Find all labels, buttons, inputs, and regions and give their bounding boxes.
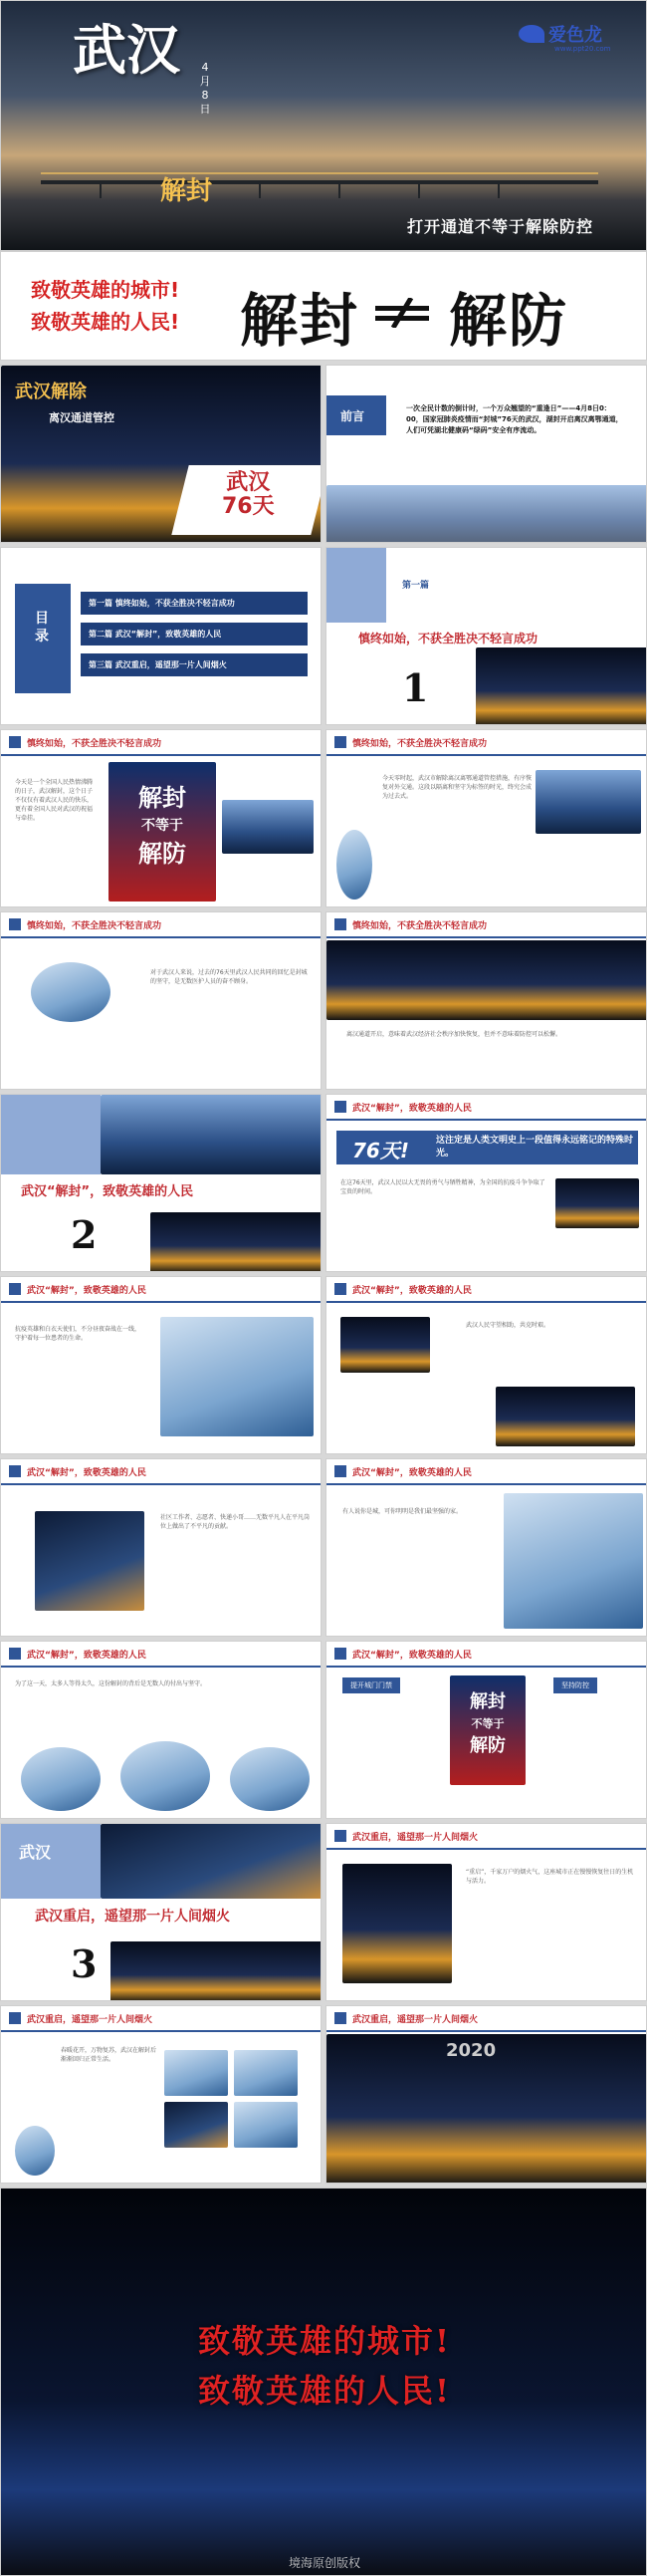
toc-item-2[interactable]: 第二篇 武汉“解封”，致敬英雄的人民 [81,623,308,645]
slide-header [326,1277,646,1303]
banner-slogan [31,274,179,338]
sky-photo [101,1095,322,1174]
banner-line2: 致敬英雄的人民! [31,310,180,334]
closing-line1: 致敬英雄的城市! [197,2322,452,2360]
toc-list [81,592,308,676]
side-photo [222,800,314,854]
side-photo [555,1178,639,1228]
slide-header [1,730,321,756]
days-counter [222,471,275,519]
slide-header [1,912,321,938]
section-title: 慎终如始，不获全胜决不轻言成功 [358,632,539,645]
header-title: 慎终如始，不获全胜决不轻言成功 [27,739,162,749]
toc-title: 目录 [35,611,49,644]
slide-7 [0,911,322,1090]
body-text: 今天零时起，武汉市解除离汉离鄂通道管控措施，有序恢复对外交通。这段以隔离和坚守为标签的时光，终究会成为过去式。 [382,775,533,800]
header-title: 武汉“解封”，致敬英雄的人民 [352,1286,472,1296]
hero-subtitle: 解封 [160,176,213,206]
slide-header [1,1459,321,1485]
photo-grid-4 [234,2102,298,2148]
header-title: 武汉“解封”，致敬英雄的人民 [352,1468,472,1478]
section-number: 2 [71,1212,98,1257]
left-tag: 提开城门门禁 [342,1677,400,1693]
body-text: 为了这一天，太多人等得太久，这份解封的背后是无数人的付出与坚守。 [15,1680,207,1687]
medical-staff-photo [160,1317,314,1436]
slide-header [326,2006,646,2032]
slide-5 [0,729,322,907]
slide-header [1,1277,321,1303]
poster-mid: 不等于 [471,1717,505,1730]
body-text: 抗疫英雄和白衣天使们，不分昼夜奋战在一线，守护着每一位患者的生命。 [15,1326,141,1342]
family-illustration [21,1747,101,1811]
header-title: 武汉“解封”，致敬英雄的人民 [27,1651,146,1661]
section-title: 武汉重启，遥望那一片人间烟火 [35,1909,230,1925]
body-text: 社区工作者、志愿者、快递小哥……无数平凡人在平凡岗位上做出了不平凡的贡献。 [160,1514,311,1530]
header-title: 武汉重启，遥望那一片人间烟火 [27,2015,153,2025]
poster-image [108,762,216,902]
slide-8 [325,911,647,1090]
preface-text: 一次全民计数的倒计时，一个万众翘望的“重逢日”——4月8日0：00，国家冠肺炎疫情而“封城”76天的武汉，湖封开启离汉离鄂通道，人们可凭湖北健康码“绿码”安全有序流动。 [406,404,623,434]
brand-logo [519,21,602,47]
slide-11 [0,1276,322,1454]
section-number: 1 [402,665,429,710]
slide-12 [325,1276,647,1454]
people-illustration [230,1747,310,1811]
skyline-image [326,485,647,543]
slide-header [326,1642,646,1668]
slide-header [326,1824,646,1850]
slide-6 [325,729,647,907]
slide-16 [325,1641,647,1819]
skyline-photo [536,770,641,834]
days-value: 76天! [352,1139,409,1162]
mask-person-image [336,830,372,900]
slide-header [326,912,646,938]
bridge-photo [110,1941,322,2001]
closing-slide [0,2188,647,2576]
banner-right-word: 解防 [449,287,569,355]
slide-17 [0,1823,322,2001]
slide-18 [325,1823,647,2001]
poster-image [450,1675,526,1785]
body-text: 武汉人民守望相助，共克时艰。 [466,1322,550,1329]
watermark: 境海原创版权 [288,2556,360,2570]
slide1-badge: 武汉解除 [15,382,87,402]
sky-photo [101,1824,322,1899]
night-photo-2 [496,1387,635,1446]
slide-header [1,2006,321,2032]
not-equal-icon [371,298,433,328]
slide1-caption: 离汉通道管控 [49,411,114,424]
hero-title: 武汉 [73,18,180,82]
header-title: 慎终如始，不获全胜决不轻言成功 [352,739,488,749]
poster-top: 解封 [470,1691,506,1712]
part-block [1,1095,101,1174]
nurse-illustration [15,2126,55,2176]
header-title: 慎终如始，不获全胜决不轻言成功 [352,921,488,931]
year-label: 2020 [446,2040,497,2061]
body-text: “重启”，千家万户的烟火气，这座城市正在慢慢恢复往日的生机与活力。 [466,1869,634,1885]
hero-slide [0,0,647,251]
logo-text: 爱色龙 [548,25,602,46]
header-title: 武汉重启，遥望那一片人间烟火 [352,1833,479,1843]
logo-icon [519,25,544,43]
header-title: 武汉“解封”，致敬英雄的人民 [352,1651,472,1661]
header-title: 慎终如始，不获全胜决不轻言成功 [27,921,162,931]
section-number: 3 [71,1941,98,1986]
guard-photo [35,1511,144,1611]
slide-header [326,1095,646,1121]
section-title: 武汉“解封”，致敬英雄的人民 [21,1184,194,1199]
slide-header [326,730,646,756]
toc-item-3[interactable]: 第三篇 武汉重启，遥望那一片人间烟火 [81,653,308,676]
toc-item-1[interactable]: 第一篇 慎终如始，不获全胜决不轻言成功 [81,592,308,615]
header-title: 武汉“解封”，致敬英雄的人民 [27,1286,146,1296]
slide-3 [0,547,322,725]
city-lights-photo [326,940,647,1020]
body-text: 在这76天里，武汉人民以大无畏的勇气与牺牲精神，为全国的抗疫斗争争取了宝贵的时间。 [340,1179,545,1195]
banner-slide [0,251,647,361]
photo-grid-1 [164,2050,228,2096]
poster-top: 解封 [138,784,186,812]
bridge-illustration [41,150,598,200]
poster-bottom: 解防 [138,840,186,868]
slide-13 [0,1458,322,1637]
slide-10 [325,1094,647,1272]
slide-4 [325,547,647,725]
body-text: 春暖花开，万物复苏，武汉在解封后渐渐回归正常生活。 [61,2047,157,2063]
days-city: 武汉 [226,470,271,495]
doctor-illustration [120,1741,210,1811]
slide-header [1,1642,321,1668]
body-text: 离汉通道开启，意味着武汉经济社会秩序加快恢复，但并不意味着防控可以松懈。 [346,1031,562,1038]
header-title: 武汉重启，遥望那一片人间烟火 [352,2015,479,2025]
days-quote: 这注定是人类文明史上一段值得永远铭记的特殊时光。 [436,1136,634,1159]
street-photo [150,1212,322,1272]
side-word: 武汉 [19,1843,52,1862]
right-tag: 坚持防控 [553,1677,597,1693]
slide-1 [0,365,322,543]
tower-photo [342,1864,452,1983]
hospital-corridor-photo [504,1493,643,1629]
river-night-image [476,647,647,725]
hero-date: 4月8日 [199,61,211,116]
poster-mid: 不等于 [141,818,183,834]
photo-grid-3 [164,2102,228,2148]
night-photo-1 [340,1317,430,1373]
slide-9 [0,1094,322,1272]
poster-bottom: 解防 [470,1735,506,1756]
hero-slogan: 打开通道不等于解除防控 [407,217,594,236]
body-text: 对于武汉人来说，过去的76天里武汉人民共同的回忆是封城的坚守，是无数医护人员的奋不顾身。 [150,969,308,985]
photo-grid-2 [234,2050,298,2096]
body-text: 今天是一个全国人民热情沸腾的日子，武汉解封，这个日子不仅仅有着武汉人民的快乐，更有着全国人民对武汉的祝福与牵挂。 [15,779,94,822]
preface-label: 前言 [340,409,365,423]
logo-url: www.ppt20.com [554,45,611,53]
slide-19 [0,2005,322,2184]
slide-20 [325,2005,647,2184]
slide-15 [0,1641,322,1819]
part-block [326,548,386,623]
part-label: 第一篇 [402,581,430,591]
banner-line1: 致敬英雄的城市! [31,278,180,302]
header-title: 武汉“解封”，致敬英雄的人民 [27,1468,146,1478]
days-value: 76天 [222,494,275,519]
body-text: 有人说你是城，可你明明是我们最坚强的家。 [342,1508,463,1515]
slide-header [326,1459,646,1485]
slide-14 [325,1458,647,1637]
banner-left-word: 解封 [240,287,360,355]
virus-illustration [31,962,110,1022]
slide-2 [325,365,647,543]
header-title: 武汉“解封”，致敬英雄的人民 [352,1104,472,1114]
closing-line2: 致敬英雄的人民! [197,2372,452,2410]
